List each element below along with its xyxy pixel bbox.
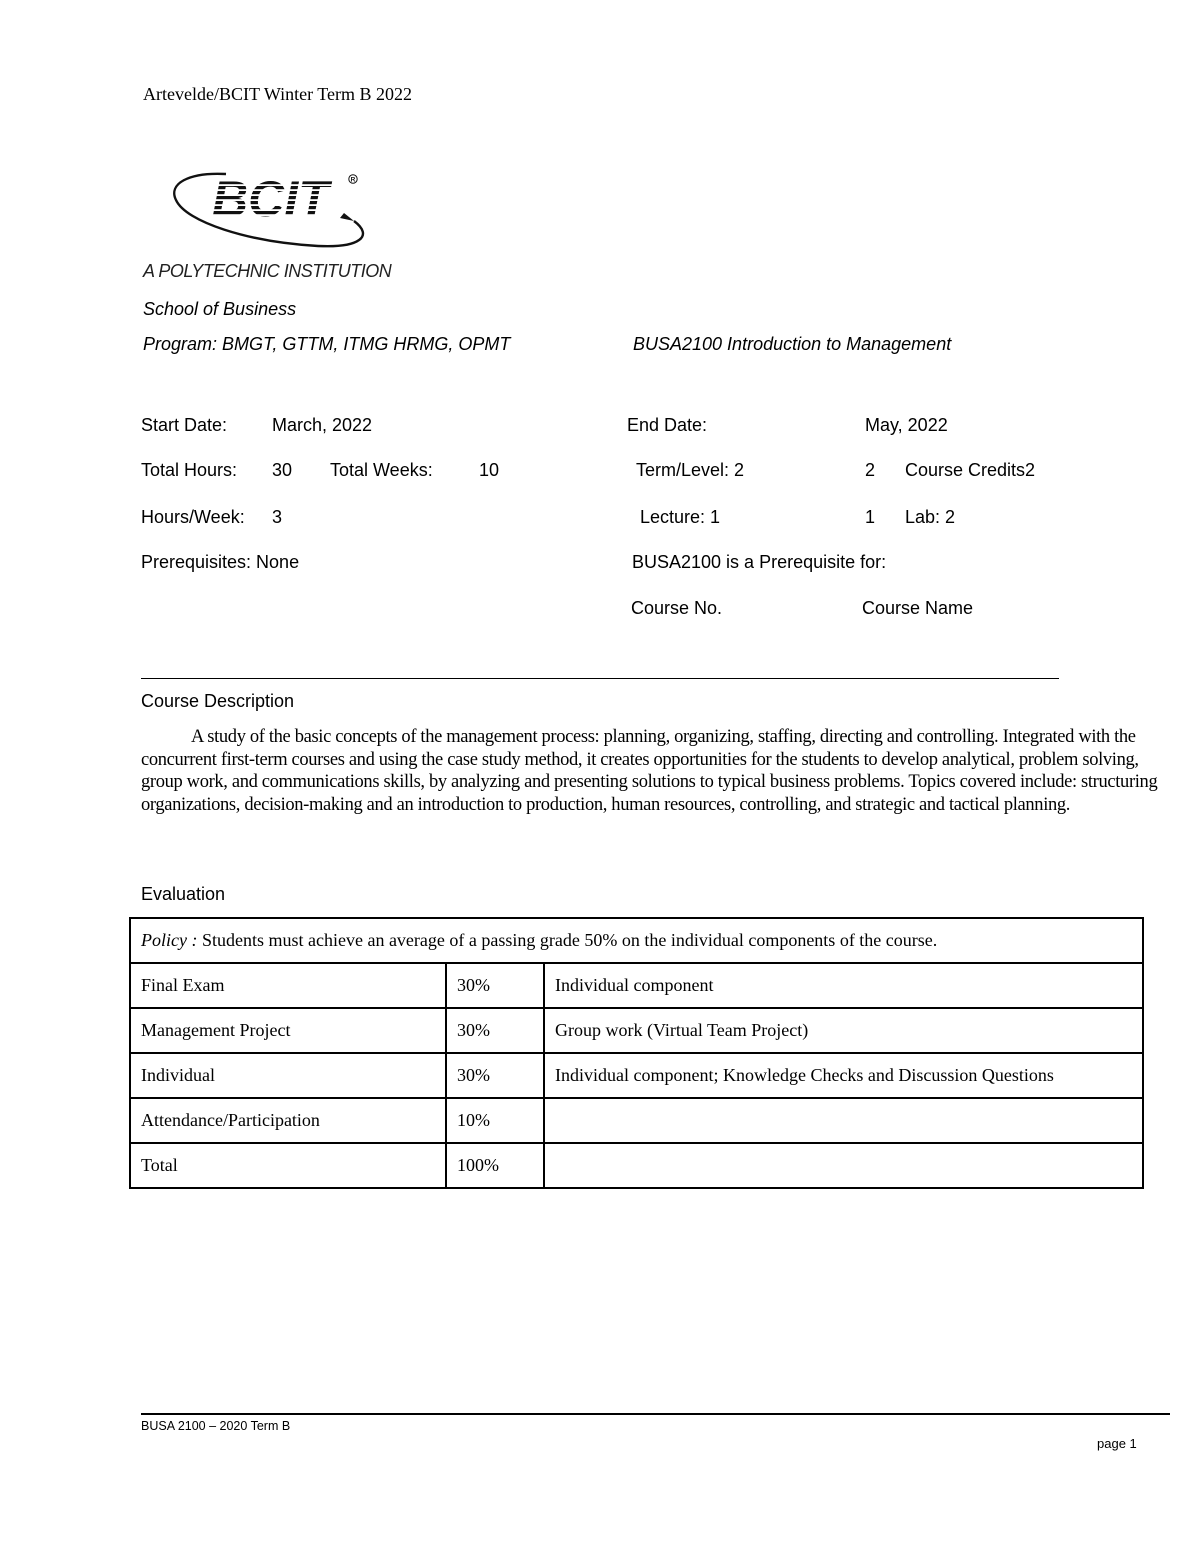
evaluation-weight: 30% [446, 963, 544, 1008]
hours-week-label: Hours/Week: [141, 507, 245, 527]
lab-hours: Lab: 2 [905, 507, 956, 527]
table-row [130, 1098, 1143, 1143]
end-date-label: End Date: [627, 415, 708, 435]
total-hours-label: Total Hours: [141, 460, 238, 480]
course-name-header: Course Name [862, 598, 974, 618]
evaluation-note: Group work (Virtual Team Project) [544, 1008, 1143, 1053]
policy-text: Students must achieve an average of a passing grade 50% on the individual components of the course. [197, 930, 938, 950]
evaluation-note [544, 1098, 1143, 1143]
course-title: BUSA2100 Introduction to Management [633, 334, 952, 354]
policy-row [130, 918, 1143, 963]
lecture-extra: 1 [865, 507, 876, 527]
evaluation-table [129, 917, 1144, 1189]
course-description-heading: Course Description [141, 691, 295, 711]
end-date-value: May, 2022 [865, 415, 948, 435]
course-description-body [141, 726, 1161, 816]
start-date-value: March, 2022 [272, 415, 373, 435]
evaluation-weight: 30% [446, 1053, 544, 1098]
evaluation-weight: 30% [446, 1008, 544, 1053]
evaluation-heading: Evaluation [141, 884, 226, 904]
evaluation-item: Total [130, 1143, 446, 1188]
prerequisites: Prerequisites: None [141, 552, 300, 572]
start-date-label: Start Date: [141, 415, 228, 435]
course-no-header: Course No. [631, 598, 723, 618]
term-level: Term/Level: 2 [636, 460, 745, 480]
lecture-hours: Lecture: 1 [640, 507, 721, 527]
program-list: Program: BMGT, GTTM, ITMG HRMG, OPMT [143, 334, 511, 354]
evaluation-note: Individual component [544, 963, 1143, 1008]
evaluation-weight: 10% [446, 1098, 544, 1143]
table-row [130, 1053, 1143, 1098]
term-level-extra: 2 [865, 460, 876, 480]
table-row [130, 1143, 1143, 1188]
policy-label: Policy : [141, 930, 198, 950]
total-weeks-value: 10 [479, 460, 500, 480]
table-row [130, 1008, 1143, 1053]
institution-tagline: A POLYTECHNIC INSTITUTION [143, 261, 392, 281]
course-credits: Course Credits2 [905, 460, 1036, 480]
total-hours-value: 30 [272, 460, 293, 480]
footer-course-code: BUSA 2100 – 2020 Term B [141, 1419, 291, 1433]
logo-wordmark: BCIT [212, 171, 329, 227]
page-number: page 1 [1097, 1436, 1137, 1451]
document-header: Artevelde/BCIT Winter Term B 2022 [143, 84, 412, 104]
evaluation-item: Individual [130, 1053, 446, 1098]
prerequisite-for: BUSA2100 is a Prerequisite for: [632, 552, 887, 572]
svg-text:R: R [350, 176, 356, 184]
evaluation-item: Attendance/Participation [130, 1098, 446, 1143]
evaluation-item: Final Exam [130, 963, 446, 1008]
section-divider [141, 678, 1059, 679]
table-row [130, 963, 1143, 1008]
bcit-logo [168, 166, 368, 256]
course-description-text: A study of the basic concepts of the management process: planning, organizing, staffing, directing and controlling. Integrated with the concurrent first-term courses and using the case study method, it creates opportunities for the students to develop analytical, problem solving, group work, and communications skills, by analyzing and presenting solutions to typical business problems. Topics covered include: structuring organizations, decision-making and an introduction to production, human resources, controlling, and strategic and tactical planning. [141, 727, 1158, 815]
evaluation-item: Management Project [130, 1008, 446, 1053]
footer-divider [141, 1413, 1170, 1415]
policy-cell [130, 918, 1143, 963]
school-name: School of Business [143, 299, 297, 319]
total-weeks-label: Total Weeks: [330, 460, 433, 480]
evaluation-weight: 100% [446, 1143, 544, 1188]
hours-week-value: 3 [272, 507, 283, 527]
evaluation-note: Individual component; Knowledge Checks and Discussion Questions [544, 1053, 1143, 1098]
evaluation-note [544, 1143, 1143, 1188]
